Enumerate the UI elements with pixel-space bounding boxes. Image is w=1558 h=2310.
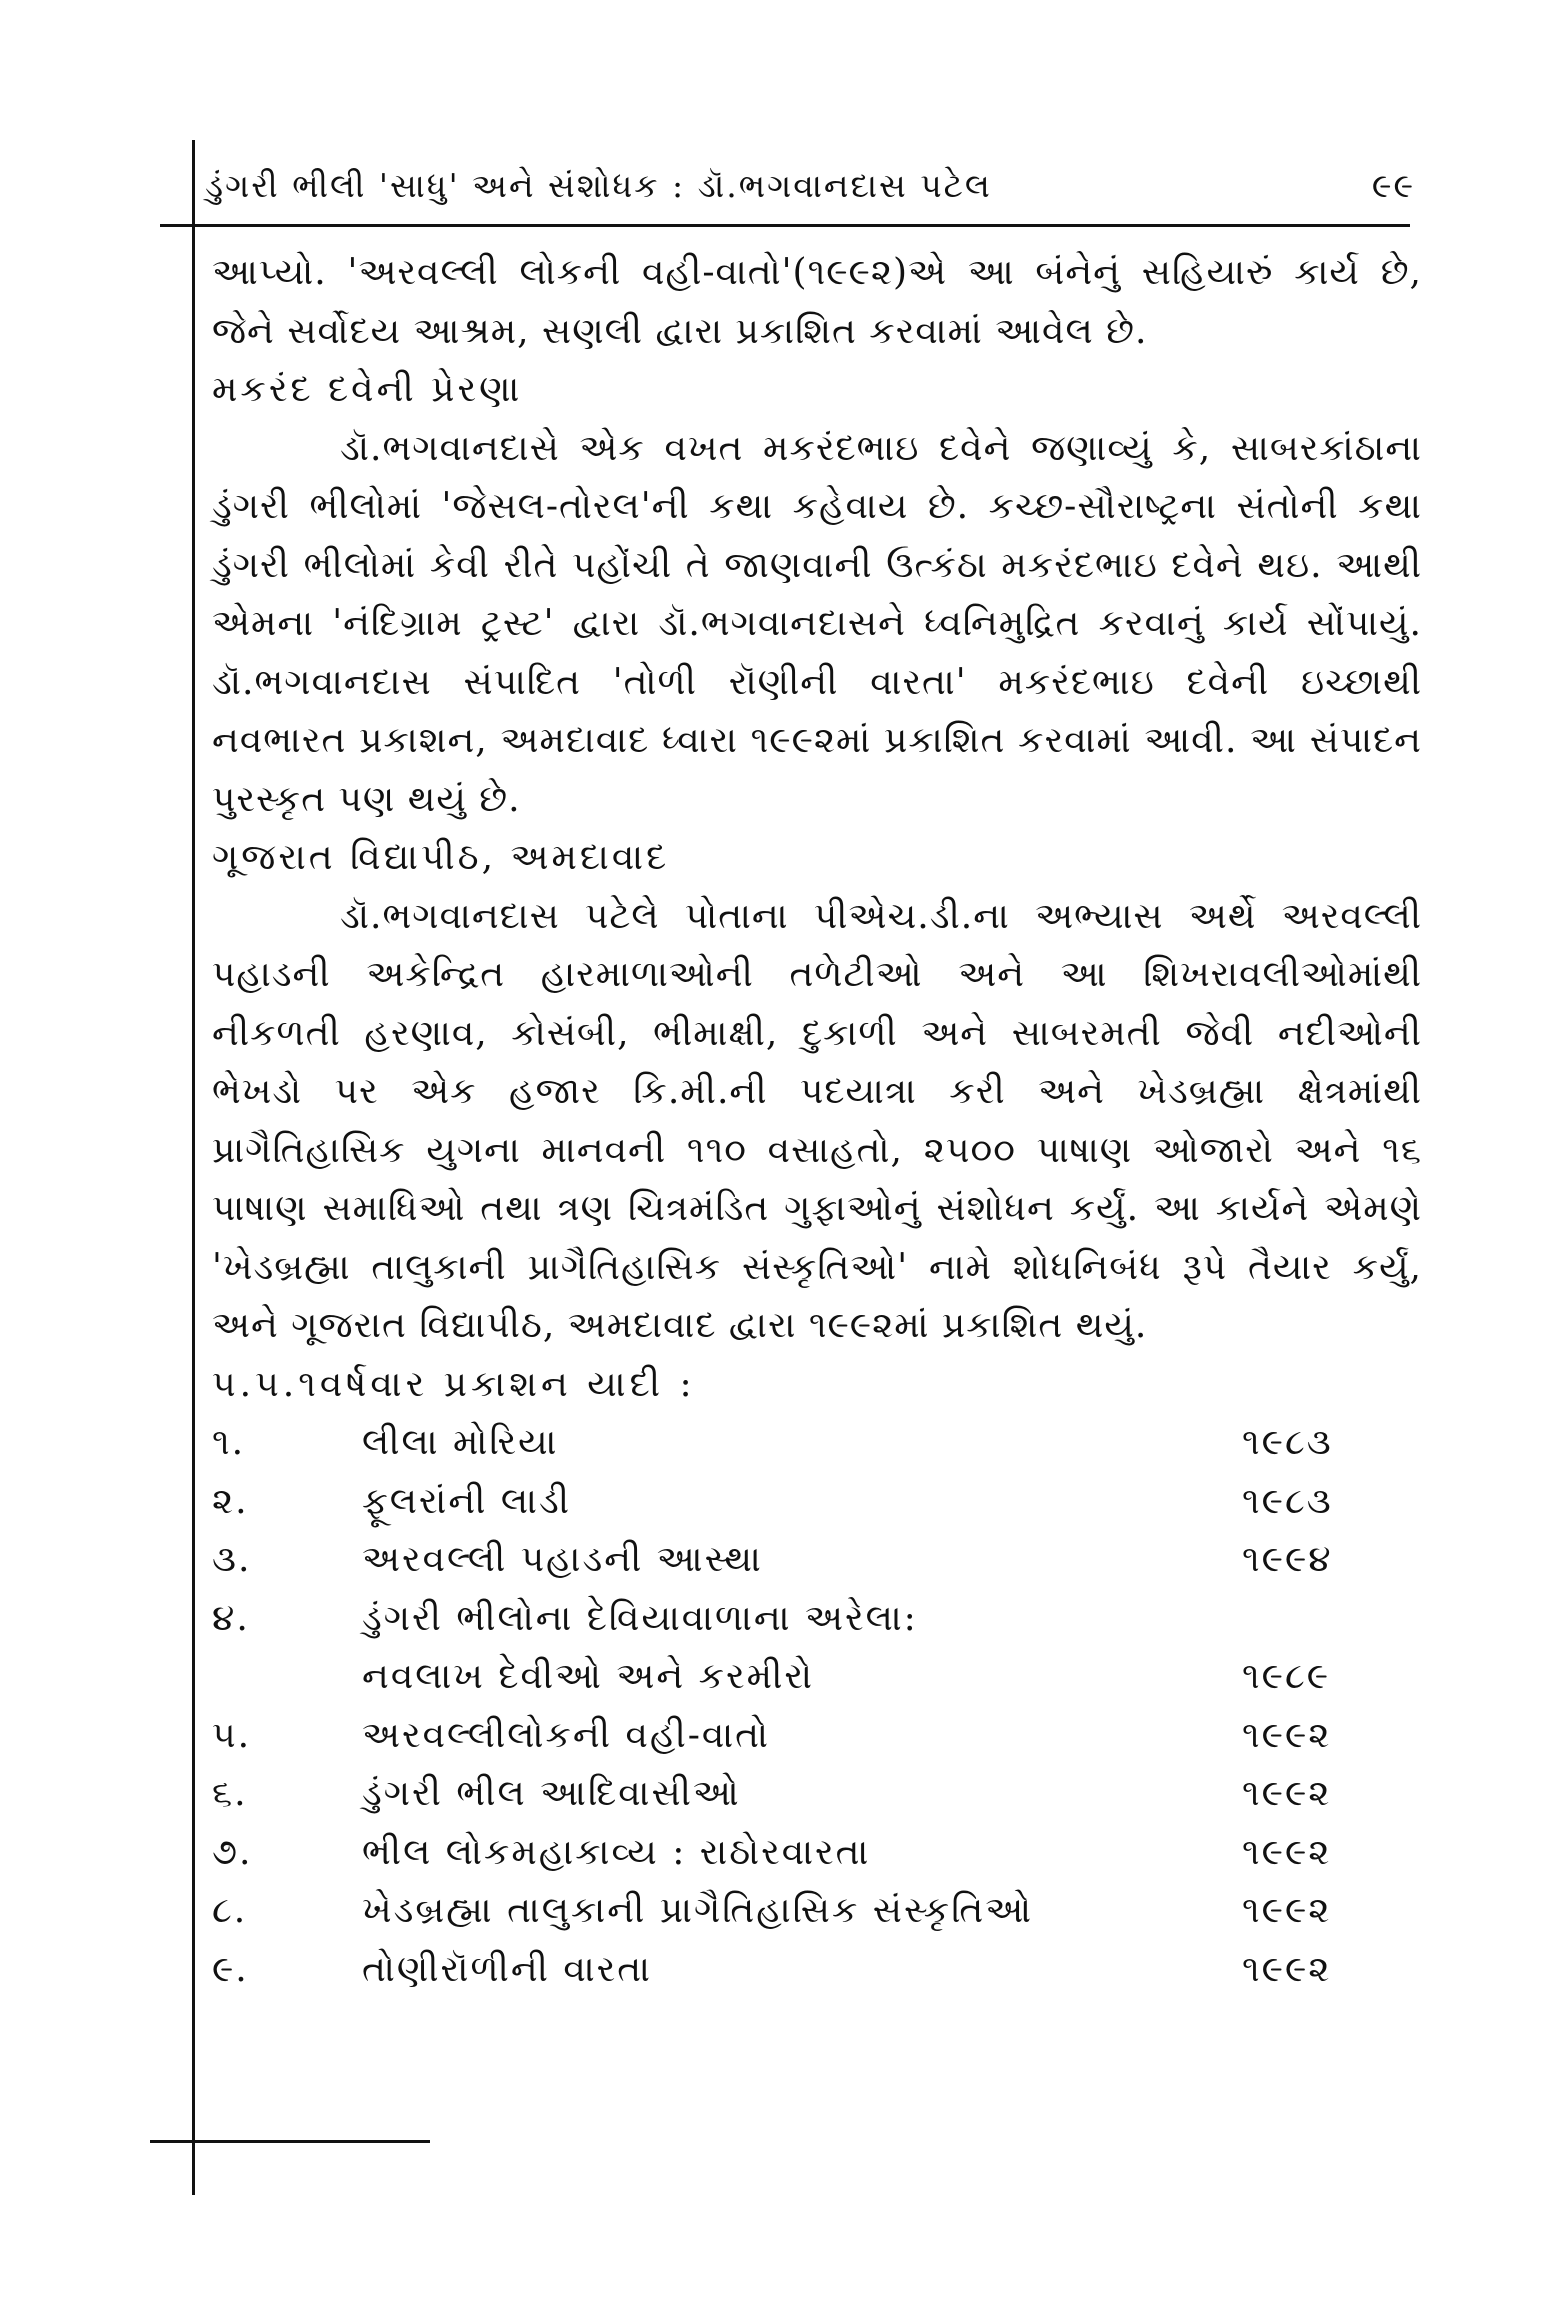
paragraph-continued: આપ્યો. 'અરવલ્લી લોકની વહી-વાતો'(૧૯૯૨)એ આ બંનેનું સહિયારું કાર્ય છે, જેને સર્વોદય આશ્રમ, સણલી દ્વારા પ્રકાશિત કરવામાં આવેલ છે. xyxy=(212,252,1422,352)
list-item-year: ૧૯૯૨ xyxy=(1242,1831,1332,1873)
list-item-year: ૧૯૮૩ xyxy=(1242,1480,1333,1522)
list-item-number: ૪. xyxy=(212,1597,250,1639)
list-item xyxy=(212,1882,1422,1941)
list-item-number: ૭. xyxy=(212,1831,253,1873)
paragraph-gujarat-vidyapith: ડૉ.ભગવાનદાસ પટેલે પોતાના પીએચ.ડી.ના અભ્યાસ અર્થે અરવલ્લી પહાડની અકેન્દ્રિત હારમાળાઓની તળેટીઓ અને આ શિખરાવલીઓમાંથી નીકળતી હરણાવ, કોસંબી, ભીમાક્ષી, દુકાળી અને સાબરમતી જેવી નદીઓની ભેખડો પર એક હજાર કિ.મી.ની પદયાત્રા કરી અને ખેડબ્રહ્મા ક્ષેત્રમાંથી પ્રાગૈતિહાસિક યુગના માનવની ૧૧૦ વસાહતો, ૨૫૦૦ પાષાણ ઓજારો અને ૧૬ પાષાણ સમાધિઓ તથા ત્રણ ચિત્રમંડિત ગુફાઓનું સંશોધન કર્યું. આ કાર્યને એમણે 'ખેડબ્રહ્મા તાલુકાની પ્રાગૈતિહાસિક સંસ્કૃતિઓ' નામે શોધનિબંધ રૂપે તૈયાર કર્યું, અને ગૂજરાત વિદ્યાપીઠ, અમદાવાદ દ્વારા ૧૯૯૨માં પ્રકાશિત થયું. xyxy=(212,895,1422,1346)
paragraph-makarand-dave: ડૉ.ભગવાનદાસે એક વખત મકરંદભાઇ દવેને જણાવ્યું કે, સાબરકાંઠાના ડુંગરી ભીલોમાં 'જેસલ-તોરલ'ની કથા કહેવાય છે. કચ્છ-સૌરાષ્ટ્રના સંતોની કથા ડુંગરી ભીલોમાં કેવી રીતે પહોંચી તે જાણવાની ઉત્કંઠા મકરંદભાઇ દવેને થઇ. આથી એમના 'નંદિગ્રામ ટ્રસ્ટ' દ્વારા ડૉ.ભગવાનદાસને ધ્વનિમુદ્રિત કરવાનું કાર્ય સોંપાયું. ડૉ.ભગવાનદાસ સંપાદિત 'તોળી રૉણીની વારતા' મકરંદભાઇ દવેની ઇચ્છાથી નવભારત પ્રકાશન, અમદાવાદ ધ્વારા ૧૯૯૨માં પ્રકાશિત કરવામાં આવી. આ સંપાદન પુરસ્કૃત પણ થયું છે. xyxy=(212,427,1422,820)
list-item-year: ૧૯૯૨ xyxy=(1242,1773,1332,1814)
list-item-year: ૧૯૯૨ xyxy=(1242,1948,1332,1990)
section-heading-gujarat-vidyapith: ગૂજરાત વિદ્યાપીઠ, અમદાવાદ xyxy=(212,837,670,878)
list-item xyxy=(212,1590,1422,1649)
list-item-year: ૧૯૯૨ xyxy=(1242,1890,1332,1931)
list-item xyxy=(212,1941,1422,2000)
list-item-title: અરવલ્લીલોકની વહી-વાતો xyxy=(362,1714,771,1756)
list-item xyxy=(212,1765,1422,1824)
list-item-number: ૧. xyxy=(212,1422,246,1463)
list-item xyxy=(212,1707,1422,1766)
list-item-title: ડુંગરી ભીલોના દેવિયાવાળાના અરેલા: xyxy=(362,1597,918,1639)
list-item-number: ૬. xyxy=(212,1773,248,1814)
list-item-title: ભીલ લોકમહાકાવ્ય : રાઠોરવારતા xyxy=(362,1831,871,1873)
list-item-year: ૧૯૯૪ xyxy=(1242,1539,1333,1580)
running-header xyxy=(205,166,1415,216)
list-item-year: ૧૯૯૨ xyxy=(1242,1714,1332,1756)
list-item-number: ૮. xyxy=(212,1890,248,1931)
section-heading-makarand-dave: મકરંદ દવેની પ્રેરણા xyxy=(212,369,523,410)
list-item-number: ૩. xyxy=(212,1539,252,1580)
list-item-title: ખેડબ્રહ્મા તાલુકાની પ્રાગૈતિહાસિક સંસ્કૃતિઓ xyxy=(362,1890,1033,1931)
list-item xyxy=(212,1414,1422,1473)
list-item-title: નવલાખ દેવીઓ અને કરમીરો xyxy=(362,1656,814,1697)
list-item xyxy=(212,1824,1422,1883)
list-item-number: ૯. xyxy=(212,1948,249,1990)
list-item-title: લીલા મોરિયા xyxy=(362,1422,559,1463)
running-header-title: ડુંગરી ભીલી 'સાધુ' અને સંશોધક : ડૉ.ભગવાનદાસ પટેલ xyxy=(205,166,992,205)
list-item-title: ડુંગરી ભીલ આદિવાસીઓ xyxy=(362,1773,741,1814)
publication-list-heading: ૫.૫.૧વર્ષવાર પ્રકાશન યાદી : xyxy=(212,1363,696,1405)
list-item xyxy=(212,1648,1422,1707)
publication-list xyxy=(212,1414,1422,1999)
list-item-number: ૫. xyxy=(212,1714,252,1756)
page-number: ૯૯ xyxy=(1371,166,1415,205)
list-item-year: ૧૯૮૩ xyxy=(1242,1422,1333,1463)
header-rule xyxy=(160,224,1410,227)
margin-vertical-rule xyxy=(192,140,195,2195)
page-body xyxy=(212,244,1422,1999)
list-item-title: ફૂલરાંની લાડી xyxy=(362,1480,572,1522)
footer-rule xyxy=(150,2140,430,2143)
list-item xyxy=(212,1531,1422,1590)
list-item-title: અરવલ્લી પહાડની આસ્થા xyxy=(362,1539,763,1580)
list-item-year: ૧૯૮૯ xyxy=(1242,1656,1331,1697)
list-item-number: ૨. xyxy=(212,1480,249,1522)
list-item-title: તોણીરૉળીની વારતા xyxy=(362,1948,652,1990)
list-item xyxy=(212,1473,1422,1532)
